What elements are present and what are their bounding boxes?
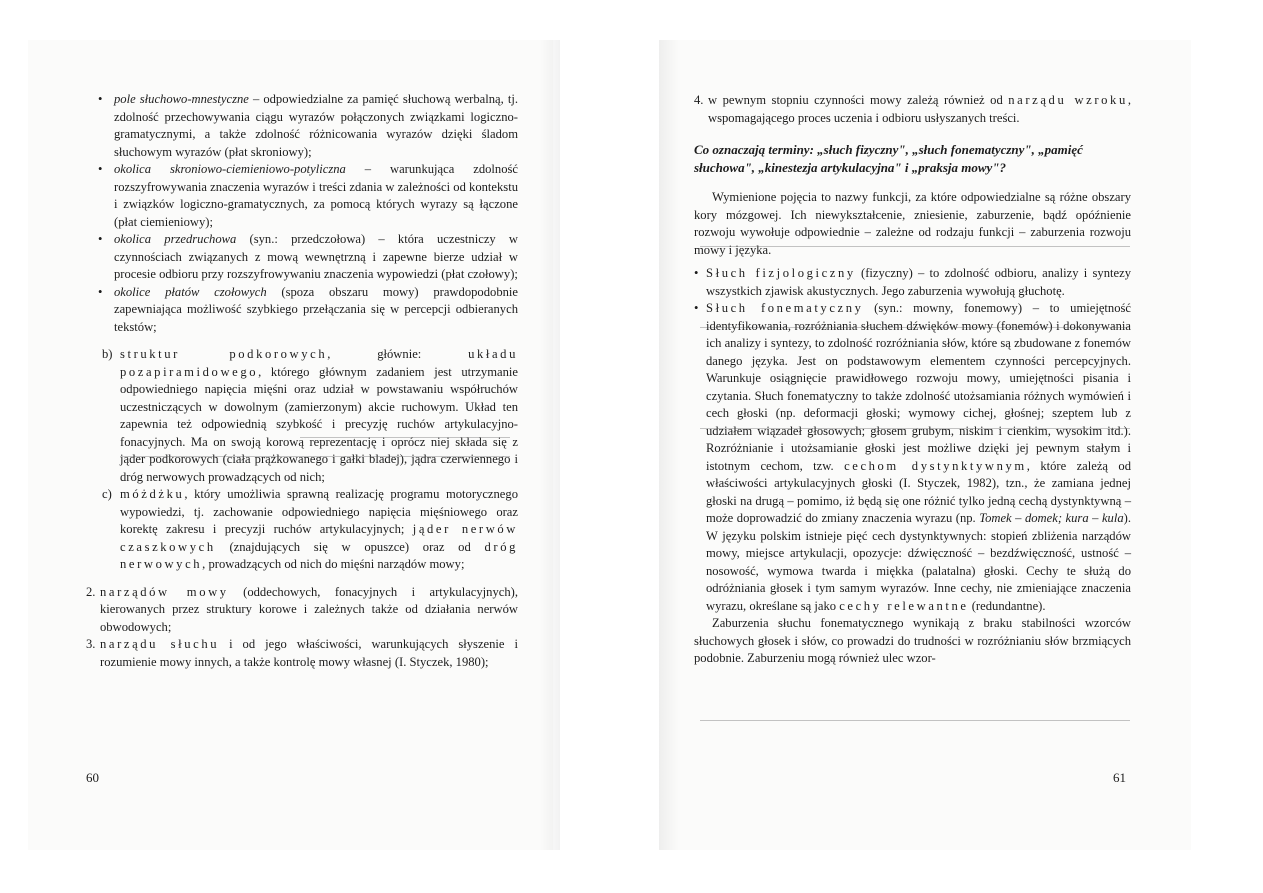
- list-item-3: 3. narządu słuchu i od jego właściwości, warunkujących słyszenie i rozumienie mowy innych, a także kontrolę mowy własnej (I. Styczek, 1980);: [86, 637, 518, 669]
- list-item: • Słuch fizjologiczny (fizyczny) – to zdolność odbioru, analizy i syntezy wszystkich zjawisk akustycznych. Jego zaburzenia wywołują głuchotę.: [694, 265, 1131, 300]
- list-item: • okolice płatów czołowych (spoza obszaru mowy) prawdopodobnie zapewniająca możliwość szybkiego przełączania się w percepcji odbieranych tekstów;: [98, 284, 518, 337]
- list-item-b: b) struktur podkorowych, głównie: układu pozapiramidowego, którego głównym zadaniem jest utrzymanie odpowiedniego napięcia mięśni oraz udział w powstawaniu współruchów uczestniczących w dowolnym (zamierzonym) akcie ruchowym. Układ ten zapewnia też odpowiednią szybkość i precyzję ruchów artykulacyjno-fonacyjnych. Ma on swoją korową reprezentację i oprócz niej składa się z jąder podkorowych (ciała prążkowanego i gałki bladej), jądra czerwiennego i dróg nerwowych prowadzących od nich;: [102, 347, 518, 484]
- pencil-mark: [700, 720, 1130, 721]
- section-heading: Co oznaczają terminy: „słuch fizyczny", „słuch fonematyczny", „pamięć słuchowa", „kinestezja artykulacyjna" i „praksja mowy"?: [694, 142, 1083, 175]
- page-number-left: 60: [86, 770, 99, 785]
- pencil-mark: [700, 327, 1130, 328]
- list-item-c: c) móżdżku, który umożliwia sprawną realizację programu motorycznego wypowiedzi, tj. zachowanie odpowiedniego napięcia mięśniowego oraz korektę zakresu i precyzji ruchów artykulacyjnych; jąder nerwów czaszkowych (znajdujących się w opuszce) oraz od dróg nerwowych, prowadzących od nich do mięśni narządów mowy;: [102, 487, 518, 571]
- gutter-shadow-right: [659, 40, 679, 850]
- list-item: • okolica przedruchowa (syn.: przedczołowa) – która uczestniczy w czynnościach związanych z mową wewnętrzną i zapewne bierze udział w procesie odbioru przy rozszyfrowywaniu znaczenia wypowiedzi (płat czołowy);: [98, 231, 518, 284]
- intro-paragraph: Wymienione pojęcia to nazwy funkcji, za które odpowiedzialne są różne obszary kory mózgowej. Ich niewykształcenie, zniesienie, zaburzenie, bądź opóźnienie rozwoju wywołuje odpowiednie – zależne od rodzaju funkcji – zaburzenia rozwoju mowy i języka.: [694, 190, 1131, 257]
- list-item: • okolica skroniowo-ciemieniowo-potyliczna – warunkująca zdolność rozszyfrowywania znaczenia wyrazów i treści zdania w zależności od kontekstu i związków logiczno-gramatycznych, za pomocą których wyrazy są łączone (płat ciemieniowy);: [98, 161, 518, 231]
- left-page-text: [86, 91, 518, 671]
- list-item: • Słuch fonematyczny (syn.: mowny, fonemowy) – to umiejętność identyfikowania, rozróżniania słuchem dźwięków mowy (fonemów) i dokonywania ich analizy i syntezy, to zdolność rozróżniania słów, które są zbudowane z fonemów danego języka. Jest on podstawowym elementem czynności percepcyjnych. Warunkuje osiągnięcie prawidłowego rozwoju mowy, umiejętności pisania i czytania. Słuch fonematyczny to także zdolność utożsamiania różnych wymówień i cech głoski (np. deformacji głoski; wymowy cichej, głośnej; szeptem lub z udziałem wiązadeł głosowych; głosem grubym, niskim i cienkim, wysokim itd.). Rozróżnianie i utożsamianie głoski jest możliwe dzięki jej pewnym stałym i istotnym cechom, tzw. cechom dystynktywnym, które zależą od właściwości artykulacyjnych głoski (I. Styczek, 1982), tzn., że zamiana jednej głoski na drugą – pomimo, iż będą się one różnić tylko jedną cechą dystynktywną – może doprowadzić do zmiany znaczenia wyrazu (np. Tomek – domek; kura – kula). W języku polskim istnieje pięć cech dystynktywnych: stopień zbliżenia narządów mowy, miejsce artykulacji, opozycje: dźwięczność – bezdźwięczność, ustność – nosowość, wymowa twarda i miękka (palatalna) głoski. Cechy te służą do odróżniania głosek i tym samym wyrazów. Inne cechy, nie zmieniające znaczenia wyrazu, określane są jako cechy relewantne (redundantne).: [694, 300, 1131, 615]
- pencil-mark: [300, 437, 510, 438]
- pencil-mark: [700, 428, 1130, 429]
- closing-paragraph: Zaburzenia słuchu fonematycznego wynikają z braku stabilności wzorców słuchowych głosek i słów, co prowadzi do trudności w rozróżnianiu słów brzmiących podobnie. Zaburzeniu mogą również ulec wzor-: [694, 616, 1131, 665]
- list-item-4: 4. w pewnym stopniu czynności mowy zależą również od narządu wzroku, wspomagającego proces uczenia i odbioru usłyszanych treści.: [694, 93, 1131, 125]
- gutter-shadow-left: [540, 40, 560, 850]
- page-number-right: 61: [1113, 770, 1126, 785]
- right-page-text: [694, 92, 1131, 668]
- list-item: • pole słuchowo-mnestyczne – odpowiedzialne za pamięć słuchową werbalną, tj. zdolność przechowywania ciągu wyrazów połączonych związkami logiczno-gramatycznymi, a także zdolność różnicowania wyrazów dzięki śladom słuchowym wyrazów (płat skroniowy);: [98, 91, 518, 161]
- list-item-2: 2. narządów mowy (oddechowych, fonacyjnych i artykulacyjnych), kierowanych przez struktury korowe i zależnych także od działania nerwów obwodowych;: [86, 584, 518, 634]
- pencil-mark: [120, 456, 510, 457]
- pencil-mark: [700, 246, 1130, 247]
